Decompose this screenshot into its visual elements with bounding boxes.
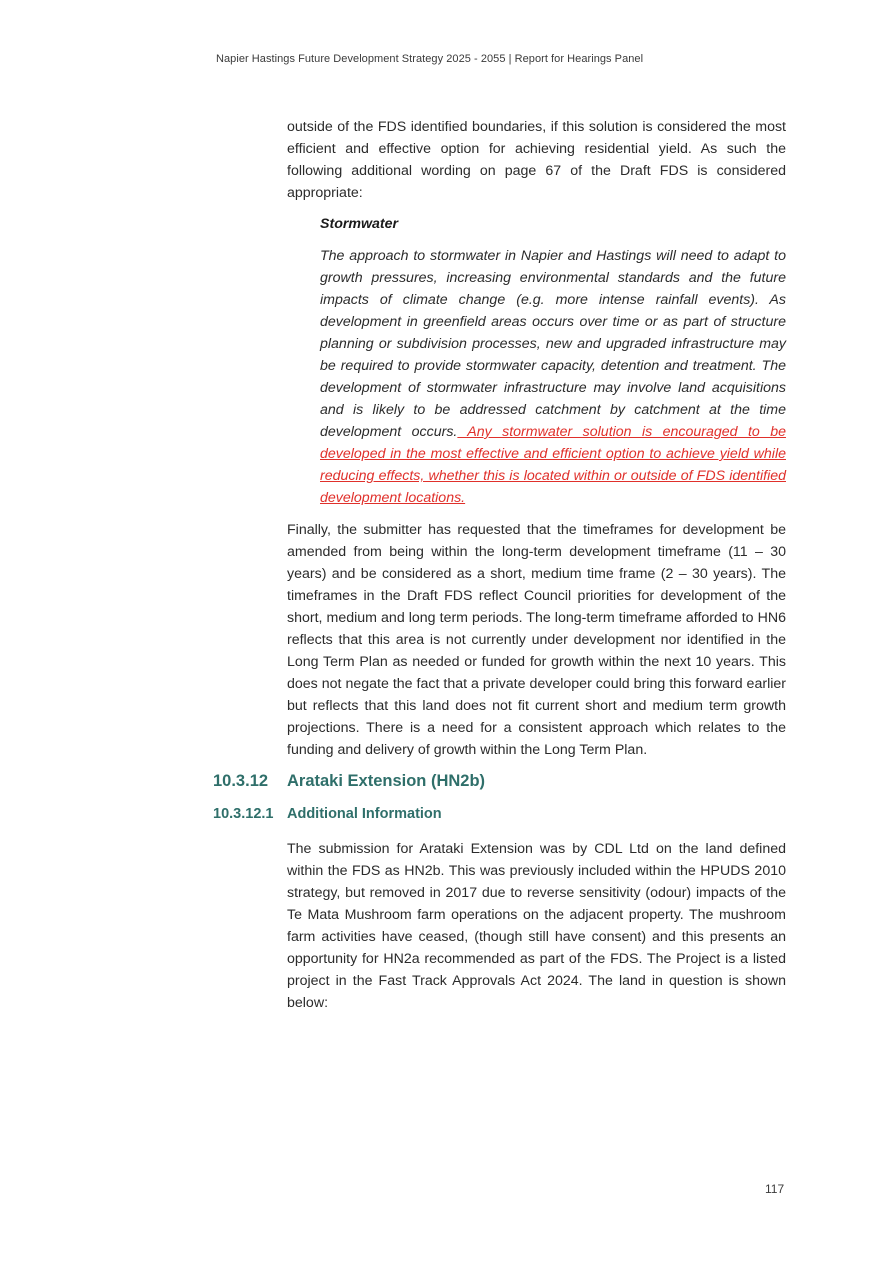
arataki-paragraph: The submission for Arataki Extension was by CDL Ltd on the land defined within the FDS as HN2b. This was previously included within the HPUDS 2010 strategy, but removed in 2017 due to reverse sensitivity (odour) impacts of the Te Mata Mushroom farm operations on the adjacent property. The mushroom farm activities have ceased, (though still have consent) and this presents an opportunity for HN2a recommended as part of the FDS. The Project is a listed project in the Fast Track Approvals Act 2024. The land in question is shown below: xyxy=(287,841,786,1011)
section-heading xyxy=(213,772,485,791)
stormwater-heading: Stormwater xyxy=(320,216,399,232)
subsection-number: 10.3.12.1 xyxy=(213,806,274,822)
stormwater-quote-text: The approach to stormwater in Napier and Hastings will need to adapt to growth pressures, increasing environmental standards and the future impacts of climate change (e.g. more intense rainfall events). As development in greenfield areas occurs over time or as part of structure planning or subdivision processes, new and upgraded infrastructure may be required to provide stormwater capacity, detention and treatment. The development of stormwater infrastructure may involve land acquisitions and is likely to be addressed catchment by catchment at the time development occurs. xyxy=(320,248,786,440)
section-title: Arataki Extension (HN2b) xyxy=(287,772,486,790)
timeframes-paragraph: Finally, the submitter has requested that the timeframes for development be amended from being within the long-term development timeframe (11 – 30 years) and be considered as a short, medium time frame (2 – 30 years). The timeframes in the Draft FDS reflect Council priorities for development of the short, medium and long term periods. The long-term timeframe afforded to HN6 reflects that this area is not currently under development nor identified in the Long Term Plan as needed or funded for growth within the next 10 years. This does not negate the fact that a private developer could bring this forward earlier but reflects that this land does not fit current short and medium term growth projections. There is a need for a consistent approach which relates to the funding and delivery of growth within the Long Term Plan. xyxy=(287,522,786,758)
stormwater-quote xyxy=(320,245,786,509)
subsection-title: Additional Information xyxy=(287,806,442,822)
section-number: 10.3.12 xyxy=(213,772,269,790)
inserted-wording: Any stormwater solution is encouraged to be developed in the most effective and efficient option to achieve yield while reducing effects, whether this is located within or outside of FDS identified development locations. xyxy=(320,424,786,506)
intro-paragraph: outside of the FDS identified boundaries, if this solution is considered the most efficient and effective option for achieving residential yield. As such the following additional wording on page 67 of the Draft FDS is considered appropriate: xyxy=(287,119,786,201)
page-number: 117 xyxy=(765,1182,785,1196)
subsection-heading xyxy=(213,806,442,822)
running-header: Napier Hastings Future Development Strategy 2025 - 2055 | Report for Hearings Panel xyxy=(216,53,644,65)
